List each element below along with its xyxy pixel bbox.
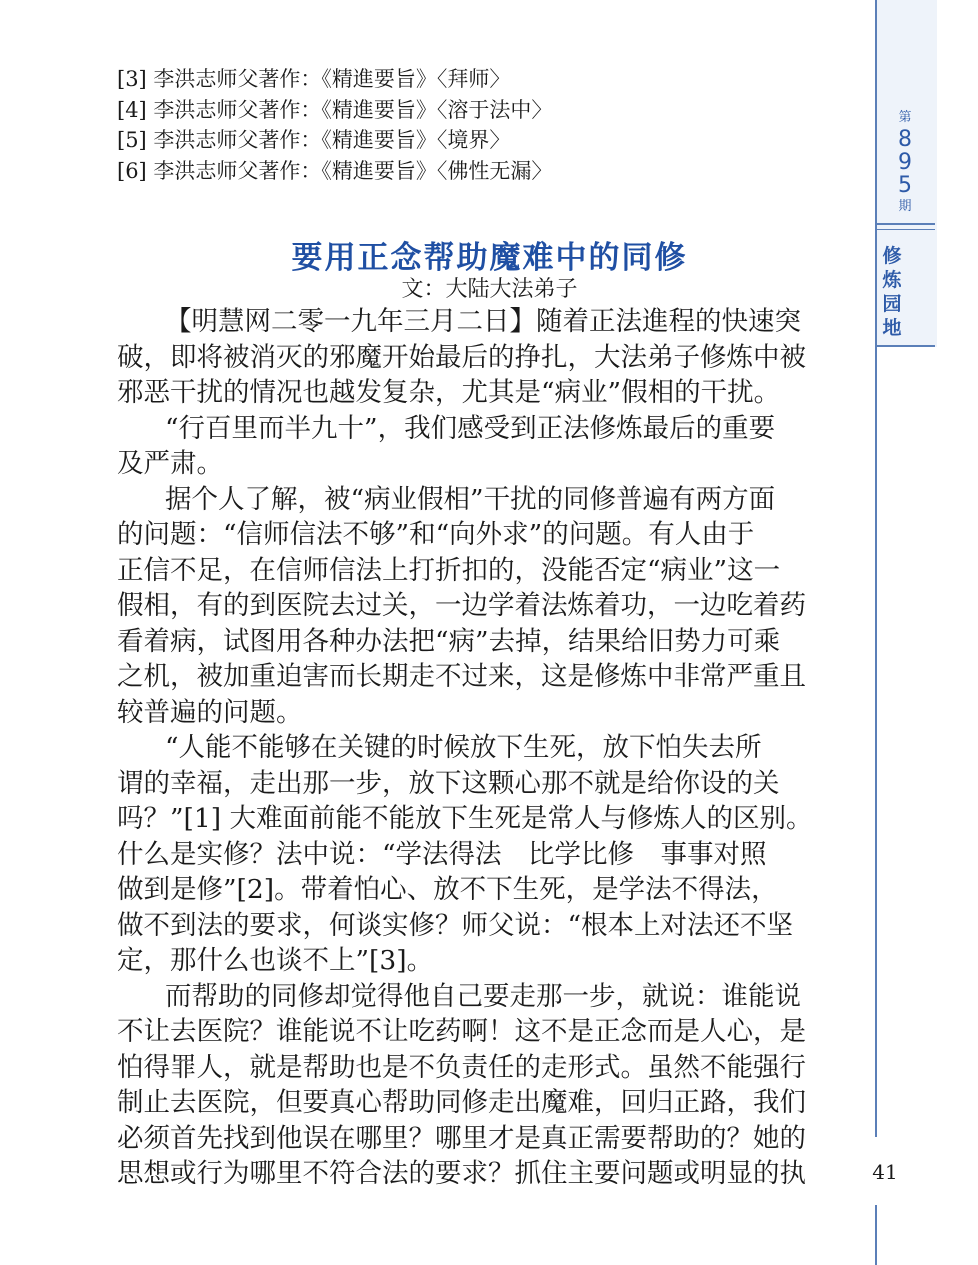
sidebar-divider-lower bbox=[875, 347, 877, 1137]
body-line: 怕得罪人，就是帮助也是不负责任的走形式。虽然不能强行 bbox=[117, 1051, 806, 1083]
body-line: “行百里而半九十”，我们感受到正法修炼最后的重要 bbox=[165, 412, 776, 444]
body-line: 吗？”[1] 大难面前能不能放下生死是常人与修炼人的区别。 bbox=[117, 803, 813, 834]
issue-prefix: 第 bbox=[898, 110, 912, 125]
footnote: [6] 李洪志师父著作：《精進要旨》〈佛性无漏〉 bbox=[117, 158, 553, 183]
body-line: 的问题：“信师信法不够”和“向外求”的问题。有人由于 bbox=[117, 519, 755, 550]
issue-number bbox=[875, 108, 935, 217]
section-divider bbox=[877, 345, 935, 347]
issue-divider-thin bbox=[877, 229, 935, 230]
body-line: 据个人了解，被“病业假相”干扰的同修普遍有两方面 bbox=[165, 483, 776, 515]
section-char: 园 bbox=[882, 293, 902, 315]
body-line: 思想或行为哪里不符合法的要求？抓住主要问题或明显的执 bbox=[117, 1158, 806, 1189]
section-label bbox=[877, 244, 907, 340]
section-char: 炼 bbox=[882, 269, 902, 291]
article-byline: 文：大陆大法弟子 bbox=[401, 277, 578, 302]
issue-digit: 8 bbox=[898, 127, 912, 152]
footnotes bbox=[117, 64, 857, 186]
body-line: 定，那什么也谈不上”[3]。 bbox=[117, 945, 434, 976]
body-line: 制止去医院，但要真心帮助同修走出魔难，回归正路，我们 bbox=[117, 1087, 806, 1118]
footnote: [4] 李洪志师父著作：《精進要旨》〈溶于法中〉 bbox=[117, 97, 553, 122]
section-char: 地 bbox=[882, 317, 902, 339]
body-line: 做到是修”[2]。带着怕心、放不下生死，是学法不得法， bbox=[117, 874, 778, 905]
footnote: [5] 李洪志师父著作：《精進要旨》〈境界〉 bbox=[117, 128, 511, 152]
body-line: 及严肃。 bbox=[117, 448, 223, 479]
body-line: 必须首先找到他误在哪里？哪里才是真正需要帮助的？她的 bbox=[117, 1122, 806, 1154]
footnote: [3] 李洪志师父著作：《精進要旨》〈拜师〉 bbox=[117, 67, 511, 91]
article-body bbox=[117, 304, 862, 1192]
body-line: 【明慧网二零一九年三月二日】随着正法進程的快速突 bbox=[165, 306, 801, 337]
issue-digit: 5 bbox=[898, 173, 912, 198]
body-line: 不让去医院？谁能说不让吃药啊！这不是正念而是人心，是 bbox=[117, 1016, 806, 1047]
body-line: 较普遍的问题。 bbox=[117, 696, 303, 728]
article-title: 要用正念帮助魔难中的同修 bbox=[291, 240, 688, 276]
body-line: 而帮助的同修却觉得他自己要走那一步，就说：谁能说 bbox=[165, 980, 801, 1012]
body-line: 做不到法的要求，何谈实修？师父说：“根本上对法还不坚 bbox=[117, 909, 794, 941]
issue-suffix: 期 bbox=[898, 199, 912, 214]
body-line: 正信不足，在信师信法上打折扣的，没能否定“病业”这一 bbox=[117, 554, 781, 586]
body-line: 破，即将被消灭的邪魔开始最后的挣扎，大法弟子修炼中被 bbox=[117, 341, 806, 373]
sidebar-divider-bottom bbox=[875, 1205, 877, 1265]
body-line: 谓的幸福，走出那一步，放下这颗心那不就是给你设的关 bbox=[117, 767, 780, 799]
body-line: 邪恶干扰的情况也越发复杂，尤其是“病业”假相的干扰。 bbox=[117, 377, 781, 408]
body-line: 什么是实修？法中说：“学法得法 比学比修 事事对照 bbox=[117, 838, 767, 870]
issue-digit: 9 bbox=[898, 150, 912, 175]
body-line: 之机，被加重迫害而长期走不过来，这是修炼中非常严重且 bbox=[117, 661, 806, 692]
body-line: 看着病，试图用各种办法把“病”去掉，结果给旧势力可乘 bbox=[117, 625, 781, 657]
body-line: 假相，有的到医院去过关，一边学着法炼着功，一边吃着药 bbox=[117, 590, 806, 621]
issue-divider bbox=[877, 223, 935, 225]
page-number: 41 bbox=[872, 1160, 898, 1184]
section-char: 修 bbox=[882, 245, 902, 267]
body-line: “人能不能够在关键的时候放下生死，放下怕失去所 bbox=[165, 732, 762, 763]
